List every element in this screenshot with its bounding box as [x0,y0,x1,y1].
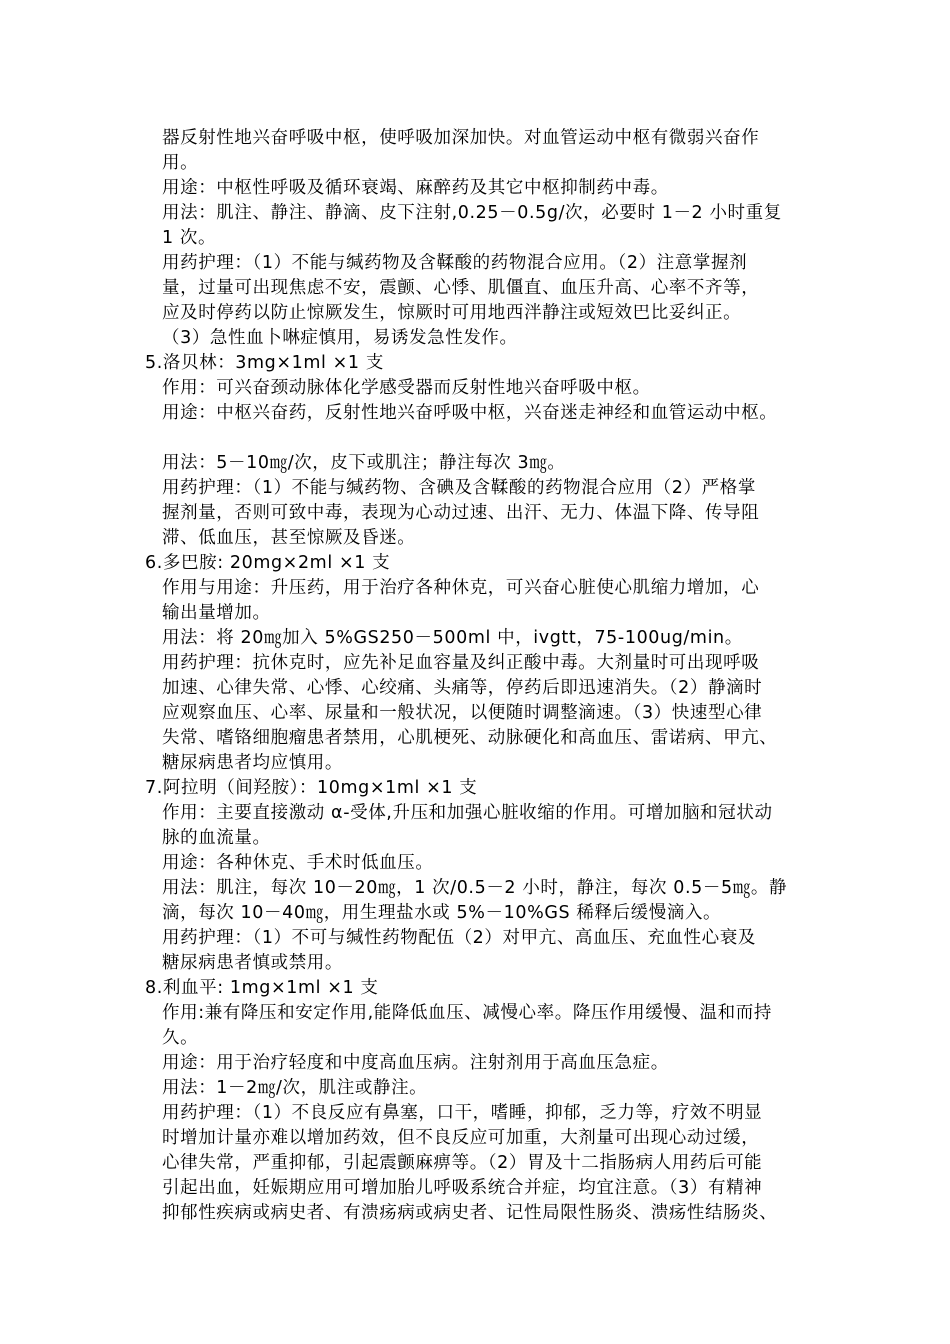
text-line: 抑郁性疾病或病史者、有溃疡病或病史者、记性局限性肠炎、溃疡性结肠炎、 [162,1203,778,1223]
text-line: 用法：肌注，每次 10－20㎎，1 次/0.5－2 小时，静注，每次 0.5－5㎎。静 [162,878,788,898]
section-heading: 8.利血平: 1mg×1ml ×1 支 [145,978,379,998]
text-line: 用法：将 20㎎加入 5%GS250－500ml 中，ivgtt，75-100ug/min。 [162,628,743,648]
text-line: 滴，每次 10－40㎎，用生理盐水或 5%－10%GS 稀释后缓慢滴入。 [162,903,722,923]
text-line: 用药护理：（1）不能与缄药物、含碘及含鞣酸的药物混合应用（2）严格掌 [162,478,756,498]
text-line: 应及时停药以防止惊厥发生，惊厥时可用地西泮静注或短效巴比妥纠正。 [162,303,742,323]
text-line: 用药护理：（1）不可与缄性药物配伍（2）对甲亢、高血压、充血性心衰及 [162,928,756,948]
text-line: 加速、心律失常、心悸、心绞痛、头痛等，停药后即迅速消失。（2）静滴时 [162,678,763,698]
text-line: 糖尿病患者慎或禁用。 [162,953,343,973]
text-line: 握剂量，否则可致中毒，表现为心动过速、出汗、无力、体温下降、传导阻 [162,503,760,523]
text-line: 应观察血压、心率、尿量和一般状况，以便随时调整滴速。（3）快速型心律 [162,703,763,723]
text-line: 用药护理：（1）不良反应有鼻塞，口干，嗜睡，抑郁，乏力等，疗效不明显 [162,1103,763,1123]
text-line: 输出量增加。 [162,603,271,623]
text-line: 用途：中枢兴奋药，反射性地兴奋呼吸中枢，兴奋迷走神经和血管运动中枢。 [162,403,778,423]
text-line: 久。 [162,1028,199,1048]
text-line: 量，过量可出现焦虑不安，震颤、心悸、肌僵直、血压升高、心率不齐等， [162,278,760,298]
text-line: 用药护理：抗休克时，应先补足血容量及纠正酸中毒。大剂量时可出现呼吸 [162,653,760,673]
text-line: 作用:兼有降压和安定作用,能降低血压、减慢心率。降压作用缓慢、温和而持 [162,1003,772,1023]
text-line: 引起出血，妊娠期应用可增加胎儿呼吸系统合并症，均宜注意。（3）有精神 [162,1178,763,1198]
text-line: 时增加计量亦难以增加药效，但不良反应可加重，大剂量可出现心动过缓， [162,1128,760,1148]
text-line: 脉的血流量。 [162,828,271,848]
text-line: 用途：用于治疗轻度和中度高血压病。注射剂用于高血压急症。 [162,1053,669,1073]
text-line: 用。 [162,153,199,173]
text-line: 用法：5－10㎎/次，皮下或肌注；静注每次 3㎎。 [162,453,566,473]
text-line: 器反射性地兴奋呼吸中枢，使呼吸加深加快。对血管运动中枢有微弱兴奋作 [162,128,760,148]
text-line: 用途：各种休克、手术时低血压。 [162,853,434,873]
text-line: （3）急性血卜啉症慎用，易诱发急性发作。 [162,328,518,348]
section-heading: 6.多巴胺: 20mg×2ml ×1 支 [145,553,391,573]
text-line: 作用：可兴奋颈动脉体化学感受器而反射性地兴奋呼吸中枢。 [162,378,651,398]
text-line: 糖尿病患者均应慎用。 [162,753,343,773]
text-line: 用药护理：（1）不能与缄药物及含鞣酸的药物混合应用。（2）注意掌握剂 [162,253,748,273]
text-line: 失常、嗜铬细胞瘤患者禁用，心肌梗死、动脉硬化和高血压、雷诺病、甲亢、 [162,728,778,748]
text-line: 1 次。 [162,228,217,248]
section-heading: 7.阿拉明（间羟胺）：10mg×1ml ×1 支 [145,778,478,798]
text-line: 用法：1－2㎎/次，肌注或静注。 [162,1078,428,1098]
text-line: 滞、低血压，甚至惊厥及昏迷。 [162,528,416,548]
text-line: 作用与用途：升压药，用于治疗各种休克，可兴奋心脏使心肌缩力增加，心 [162,578,760,598]
section-heading: 5.洛贝林：3mg×1ml ×1 支 [145,353,384,373]
text-line: 心律失常，严重抑郁，引起震颤麻痹等。（2）胃及十二指肠病人用药后可能 [162,1153,763,1173]
text-line: 用途：中枢性呼吸及循环衰竭、麻醉药及其它中枢抑制药中毒。 [162,178,669,198]
text-line: 用法：肌注、静注、静滴、皮下注射,0.25－0.5g/次，必要时 1－2 小时重复 [162,203,782,223]
text-line: 作用：主要直接激动 α-受体,升压和加强心脏收缩的作用。可增加脑和冠状动 [162,803,773,823]
